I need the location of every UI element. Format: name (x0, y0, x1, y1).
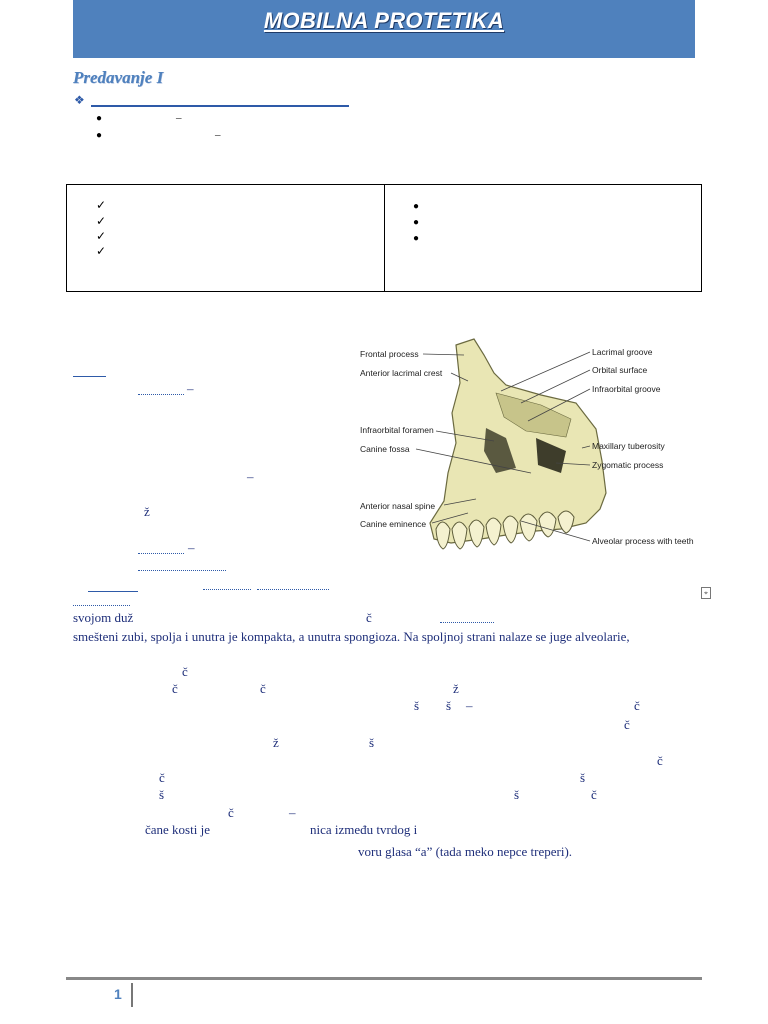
text-fragment: č (591, 787, 597, 802)
bullet-dash: – (215, 129, 221, 141)
footer-rule (66, 977, 702, 980)
bullet-icon: ● (96, 113, 103, 124)
text-fragment: – (289, 805, 296, 820)
checkmark-icon: ✓ (96, 244, 107, 258)
body-line-2: smešteni zubi, spolja i unutra je kompakta, a unutra spongioza. Na spoljnoj strani nalaze se juge alveolarie, (73, 629, 630, 644)
underline-mark (73, 376, 106, 377)
text-fragment: š (414, 698, 420, 713)
label-anterior-lacrimal-crest: Anterior lacrimal crest (360, 368, 443, 378)
label-infraorbital-groove: Infraorbital groove (592, 384, 661, 394)
text-fragment: č (634, 698, 640, 713)
label-zygomatic-process: Zygomatic process (592, 460, 664, 470)
squiggle-mark (138, 394, 184, 395)
label-canine-eminence: Canine eminence (360, 519, 427, 529)
body-line-13: voru glasa “a” (tada meko nepce treperi). (358, 844, 573, 859)
text-fragment: š (159, 787, 165, 802)
text-fragment: č (624, 717, 630, 732)
body-line-1a: svojom duž (73, 610, 134, 625)
squiggle-mark (203, 589, 251, 590)
bullet-icon: ● (413, 217, 420, 228)
bullet-icon: ● (413, 201, 420, 212)
checkmark-icon: ✓ (96, 198, 107, 212)
text-fragment: č (260, 681, 266, 696)
checkmark-icon: ✓ (96, 214, 107, 228)
text-fragment: – (247, 469, 254, 484)
blank-heading-underline (91, 105, 349, 107)
squiggle-mark (138, 570, 226, 571)
label-maxillary-tuberosity: Maxillary tuberosity (592, 441, 665, 451)
text-fragment: ž (144, 504, 150, 519)
squiggle-mark (138, 553, 184, 554)
maxilla-bone (430, 339, 606, 543)
text-fragment: ž (453, 681, 459, 696)
squiggle-mark (257, 589, 329, 590)
text-fragment: č (182, 664, 188, 679)
bullet-icon: ● (96, 130, 103, 141)
lecture-heading: Predavanje I (73, 68, 164, 87)
text-fragment: č (228, 805, 234, 820)
squiggle-mark (440, 622, 494, 623)
text-fragment: č (172, 681, 178, 696)
page-number: 1 (114, 986, 122, 1002)
underline-mark (88, 591, 138, 592)
text-fragment: š (446, 698, 452, 713)
label-lacrimal-groove: Lacrimal groove (592, 347, 653, 357)
text-fragment: – (466, 698, 473, 713)
text-fragment: – (187, 381, 194, 396)
text-fragment: š (514, 787, 520, 802)
checkmark-icon: ✓ (96, 229, 107, 243)
label-infraorbital-foramen: Infraorbital foramen (360, 425, 434, 435)
text-fragment: š (369, 735, 375, 750)
document-title: MOBILNA PROTETIKA (263, 8, 505, 33)
title-banner (73, 0, 695, 58)
text-fragment: č (657, 753, 663, 768)
text-fragment: š (580, 770, 586, 785)
squiggle-mark (73, 605, 130, 606)
bullet-icon: ● (413, 233, 420, 244)
label-frontal-process: Frontal process (360, 349, 419, 359)
bullet-dash: – (176, 112, 182, 124)
body-line-12a: čane kosti je (145, 822, 210, 837)
label-canine-fossa: Canine fossa (360, 444, 410, 454)
body-line-12b: nica između tvrdog i (310, 822, 418, 837)
label-alveolar-process-with-teeth: Alveolar process with teeth (592, 536, 694, 546)
label-orbital-surface: Orbital surface (592, 365, 648, 375)
text-fragment: – (188, 540, 195, 555)
body-line-1b: č (366, 610, 372, 625)
page-number-divider (131, 983, 133, 1007)
anchor-icon: ⌖ (701, 587, 711, 599)
maxilla-anatomy-figure (356, 333, 708, 561)
text-fragment: ž (273, 735, 279, 750)
table-column-divider (384, 184, 385, 292)
diamond-bullet-icon: ❖ (74, 93, 85, 107)
text-fragment: č (159, 770, 165, 785)
label-anterior-nasal-spine: Anterior nasal spine (360, 501, 436, 511)
